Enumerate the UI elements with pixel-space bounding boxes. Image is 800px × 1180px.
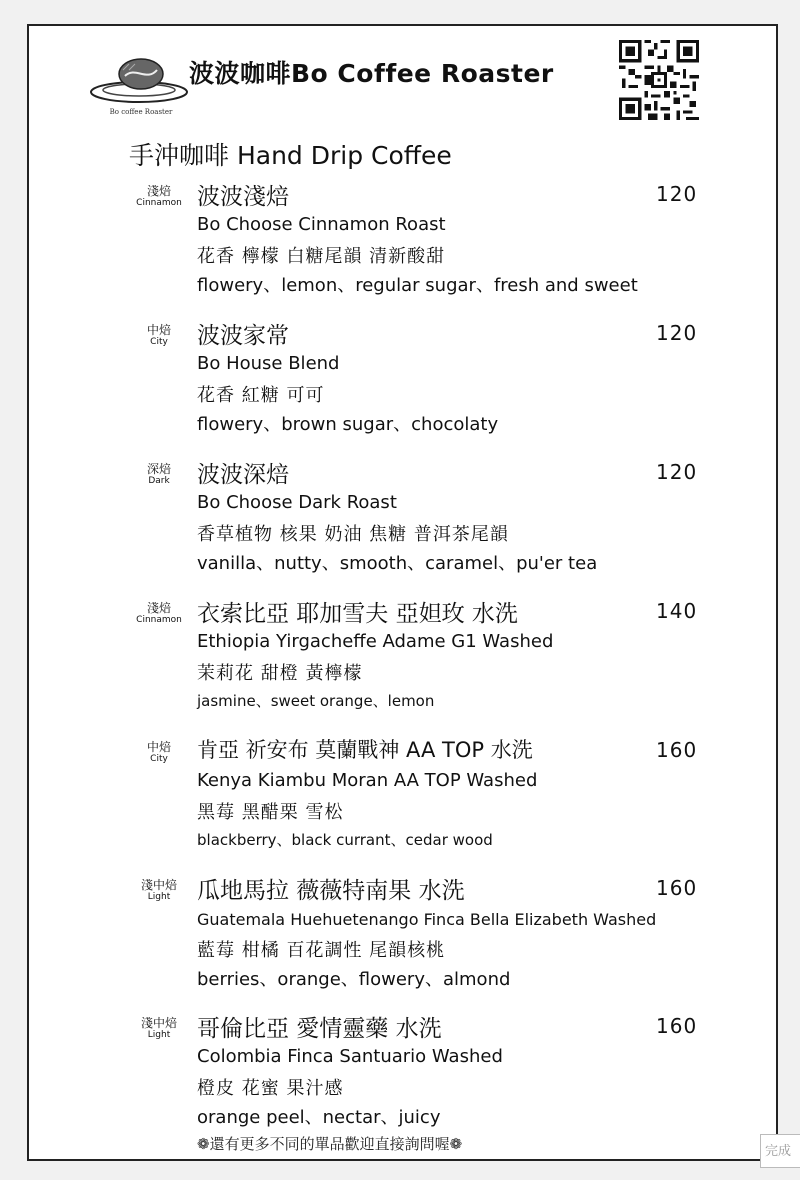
roast-level-en: City [150,337,168,347]
item-name-zh: 波波淺焙 [197,184,289,210]
item-name-zh: 衣索比亞 耶加雪夫 亞妲玫 水洗 [197,601,518,627]
qr-code-icon[interactable] [619,40,699,120]
item-name-en: Ethiopia Yirgacheffe Adame G1 Washed [197,631,554,652]
section-title-hand-drip: 手沖咖啡 Hand Drip Coffee [129,141,452,170]
flavor-notes-en: vanilla、nutty、smooth、caramel、pu'er tea [197,553,598,574]
item-name-zh: 波波家常 [197,323,289,349]
item-price: 120 [656,182,698,206]
roast-level-en: Cinnamon [136,198,182,208]
item-name-zh: 波波深焙 [197,462,289,488]
item-price: 160 [656,1014,698,1038]
flavor-notes-zh: 橙皮 花蜜 果汁感 [197,1078,344,1099]
menu-item [29,872,778,1008]
roast-level-badge: 淺中焙 [140,1016,177,1030]
flavor-notes-en: berries、orange、flowery、almond [197,969,511,990]
corner-tag: 完成 [760,1134,800,1168]
menu-item [29,1010,778,1146]
item-name-en: Colombia Finca Santuario Washed [197,1046,503,1067]
item-name-en: Kenya Kiambu Moran AA TOP Washed [197,770,538,791]
menu-item [29,178,778,314]
item-name-en: Bo Choose Dark Roast [197,492,397,513]
roast-level-en: Dark [148,476,170,486]
item-price: 120 [656,460,698,484]
flavor-notes-zh: 花香 紅糖 可可 [197,385,325,406]
item-price: 140 [656,599,698,623]
roast-level-badge: 淺中焙 [140,878,177,892]
item-price: 120 [656,321,698,345]
roast-level-badge: 中焙 [146,740,171,754]
flavor-notes-zh: 茉莉花 甜橙 黃檸檬 [197,663,363,684]
menu-item [29,595,778,731]
flavor-notes-en: orange peel、nectar、juicy [197,1107,441,1128]
roast-level-badge: 中焙 [146,323,171,337]
roast-level-en: Light [147,1030,171,1040]
flavor-notes-en: flowery、brown sugar、chocolaty [197,414,499,435]
flavor-notes-zh: 藍莓 柑橘 百花調性 尾韻核桃 [197,940,446,961]
menu-item [29,456,778,592]
item-price: 160 [656,876,698,900]
logo-caption: Bo coffee Roaster [109,108,173,116]
item-name-zh: 瓜地馬拉 薇薇特南果 水洗 [197,878,465,904]
shop-name: 波波咖啡Bo Coffee Roaster [189,59,554,88]
flavor-notes-en: blackberry、black currant、cedar wood [197,831,493,849]
item-price: 160 [656,738,698,762]
item-name-zh: 哥倫比亞 愛情靈藥 水洗 [197,1016,442,1042]
footer-note: ❁還有更多不同的單品歡迎直接詢問喔❁ [197,1135,463,1153]
item-name-en: Guatemala Huehuetenango Finca Bella Elizabeth Washed [197,910,657,929]
item-name-zh: 肯亞 祈安布 莫蘭戰神 AA TOP 水洗 [197,738,533,762]
item-name-en: Bo Choose Cinnamon Roast [197,214,446,235]
roast-level-en: Cinnamon [136,615,182,625]
flavor-notes-zh: 香草植物 核果 奶油 焦糖 普洱茶尾韻 [197,524,509,545]
menu-card [27,24,778,1161]
menu-item [29,317,778,453]
roast-level-badge: 淺焙 [146,601,171,615]
flavor-notes-en: jasmine、sweet orange、lemon [197,692,435,710]
coffee-bean-logo-icon [85,52,197,112]
roast-level-en: Light [147,892,171,902]
menu-item [29,734,778,870]
flavor-notes-en: flowery、lemon、regular sugar、fresh and sweet [197,275,638,296]
roast-level-badge: 深焙 [146,462,171,476]
shop-logo [81,48,201,128]
roast-level-badge: 淺焙 [146,184,171,198]
flavor-notes-zh: 花香 檸檬 白糖尾韻 清新酸甜 [197,246,446,267]
item-name-en: Bo House Blend [197,353,340,374]
flavor-notes-zh: 黑莓 黑醋栗 雪松 [197,802,344,823]
roast-level-en: City [150,754,168,764]
